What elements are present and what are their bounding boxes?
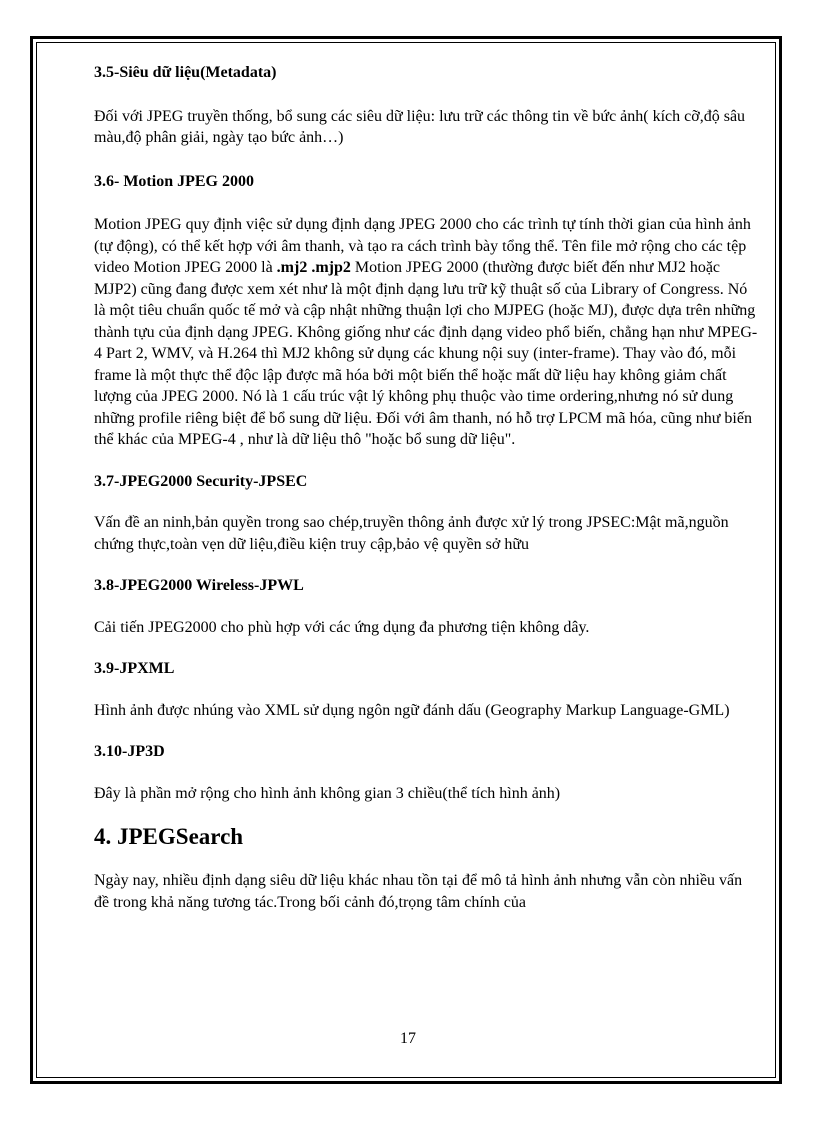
file-extension-text: .mj2 .mjp2: [276, 259, 351, 276]
paragraph-4: Ngày nay, nhiều định dạng siêu dữ liệu khác nhau tồn tại để mô tả hình ảnh nhưng vẫn còn nhiều vấn đề trong khả năng tương tác.Trong bối cảnh đó,trọng tâm chính của: [94, 872, 743, 911]
heading-3-9: 3.9-JPXML: [94, 660, 175, 677]
paragraph-3-8: Cải tiến JPEG2000 cho phù hợp với các ứng dụng đa phương tiện không dây.: [94, 618, 590, 636]
paragraph-3-6: [94, 214, 760, 451]
heading-3-7: 3.7-JPEG2000 Security-JPSEC: [94, 472, 308, 490]
document-body: [94, 62, 760, 913]
page-number: 17: [400, 1030, 416, 1047]
heading-3-6: 3.6- Motion JPEG 2000: [94, 172, 254, 190]
paragraph-3-6-part2: Motion JPEG 2000 (thường được biết đến như MJ2 hoặc MJP2) cũng đang được xem xét như là một định dạng lưu trữ kỹ thuật số của Library of Congress. Nó là một tiêu chuẩn quốc tế mở và cập nhật những thuận lợi cho MJPEG (hoặc MJ), được dựa trên những thành tựu của định dạng JPEG. Không giống như các định dạng video phổ biến, chẳng hạn như MPEG-4 Part 2, WMV, và H.264 thì MJ2 không sử dụng các khung nội suy (inter-frame). Thay vào đó, mỗi frame là một thực thể độc lập được mã hóa bởi một biến thể hoặc mất dữ liệu hay không giảm chất lượng của JPEG 2000. Nó là 1 cấu trúc vật lý không phụ thuộc vào time ordering,nhưng nó sử dung những profile riêng biệt để bổ sung dữ liệu. Đối với âm thanh, nó hỗ trợ LPCM mã hóa, cũng như biến thể khác của MPEG-4 , như là dữ liệu thô "hoặc bổ sung dữ liệu".: [94, 259, 758, 448]
paragraph-3-7: Vấn đề an ninh,bản quyền trong sao chép,truyền thông ảnh được xử lý trong JPSEC:Mật mã,nguồn chứng thực,toàn vẹn dữ liệu,điều kiện truy cập,bảo vệ quyền sở hữu: [94, 514, 729, 553]
paragraph-3-5: Đối với JPEG truyền thống, bổ sung các siêu dữ liệu: lưu trữ các thông tin về bức ảnh( kích cỡ,độ sâu màu,độ phân giải, ngày tạo bức ảnh…): [94, 107, 746, 146]
heading-4: 4. JPEGSearch: [94, 824, 244, 849]
heading-3-10: 3.10-JP3D: [94, 743, 165, 760]
paragraph-3-6-part1: Motion JPEG quy định việc sử dụng định dạng JPEG 2000 cho các trình tự tính thời gian của hình ảnh (tự động), có thể kết hợp với âm thanh, và tạo ra cách trình bày tổng thể. Tên file mở rộng cho các tệp video Motion JPEG 2000 là: [94, 216, 751, 276]
heading-3-5: 3.5-Siêu dữ liệu(Metadata): [94, 64, 277, 81]
heading-3-8: 3.8-JPEG2000 Wireless-JPWL: [94, 577, 304, 594]
paragraph-3-10: Đây là phần mở rộng cho hình ảnh không gian 3 chiều(thể tích hình ảnh): [94, 784, 561, 802]
paragraph-3-9: Hình ảnh được nhúng vào XML sử dụng ngôn ngữ đánh dấu (Geography Markup Language-GML): [94, 701, 730, 719]
